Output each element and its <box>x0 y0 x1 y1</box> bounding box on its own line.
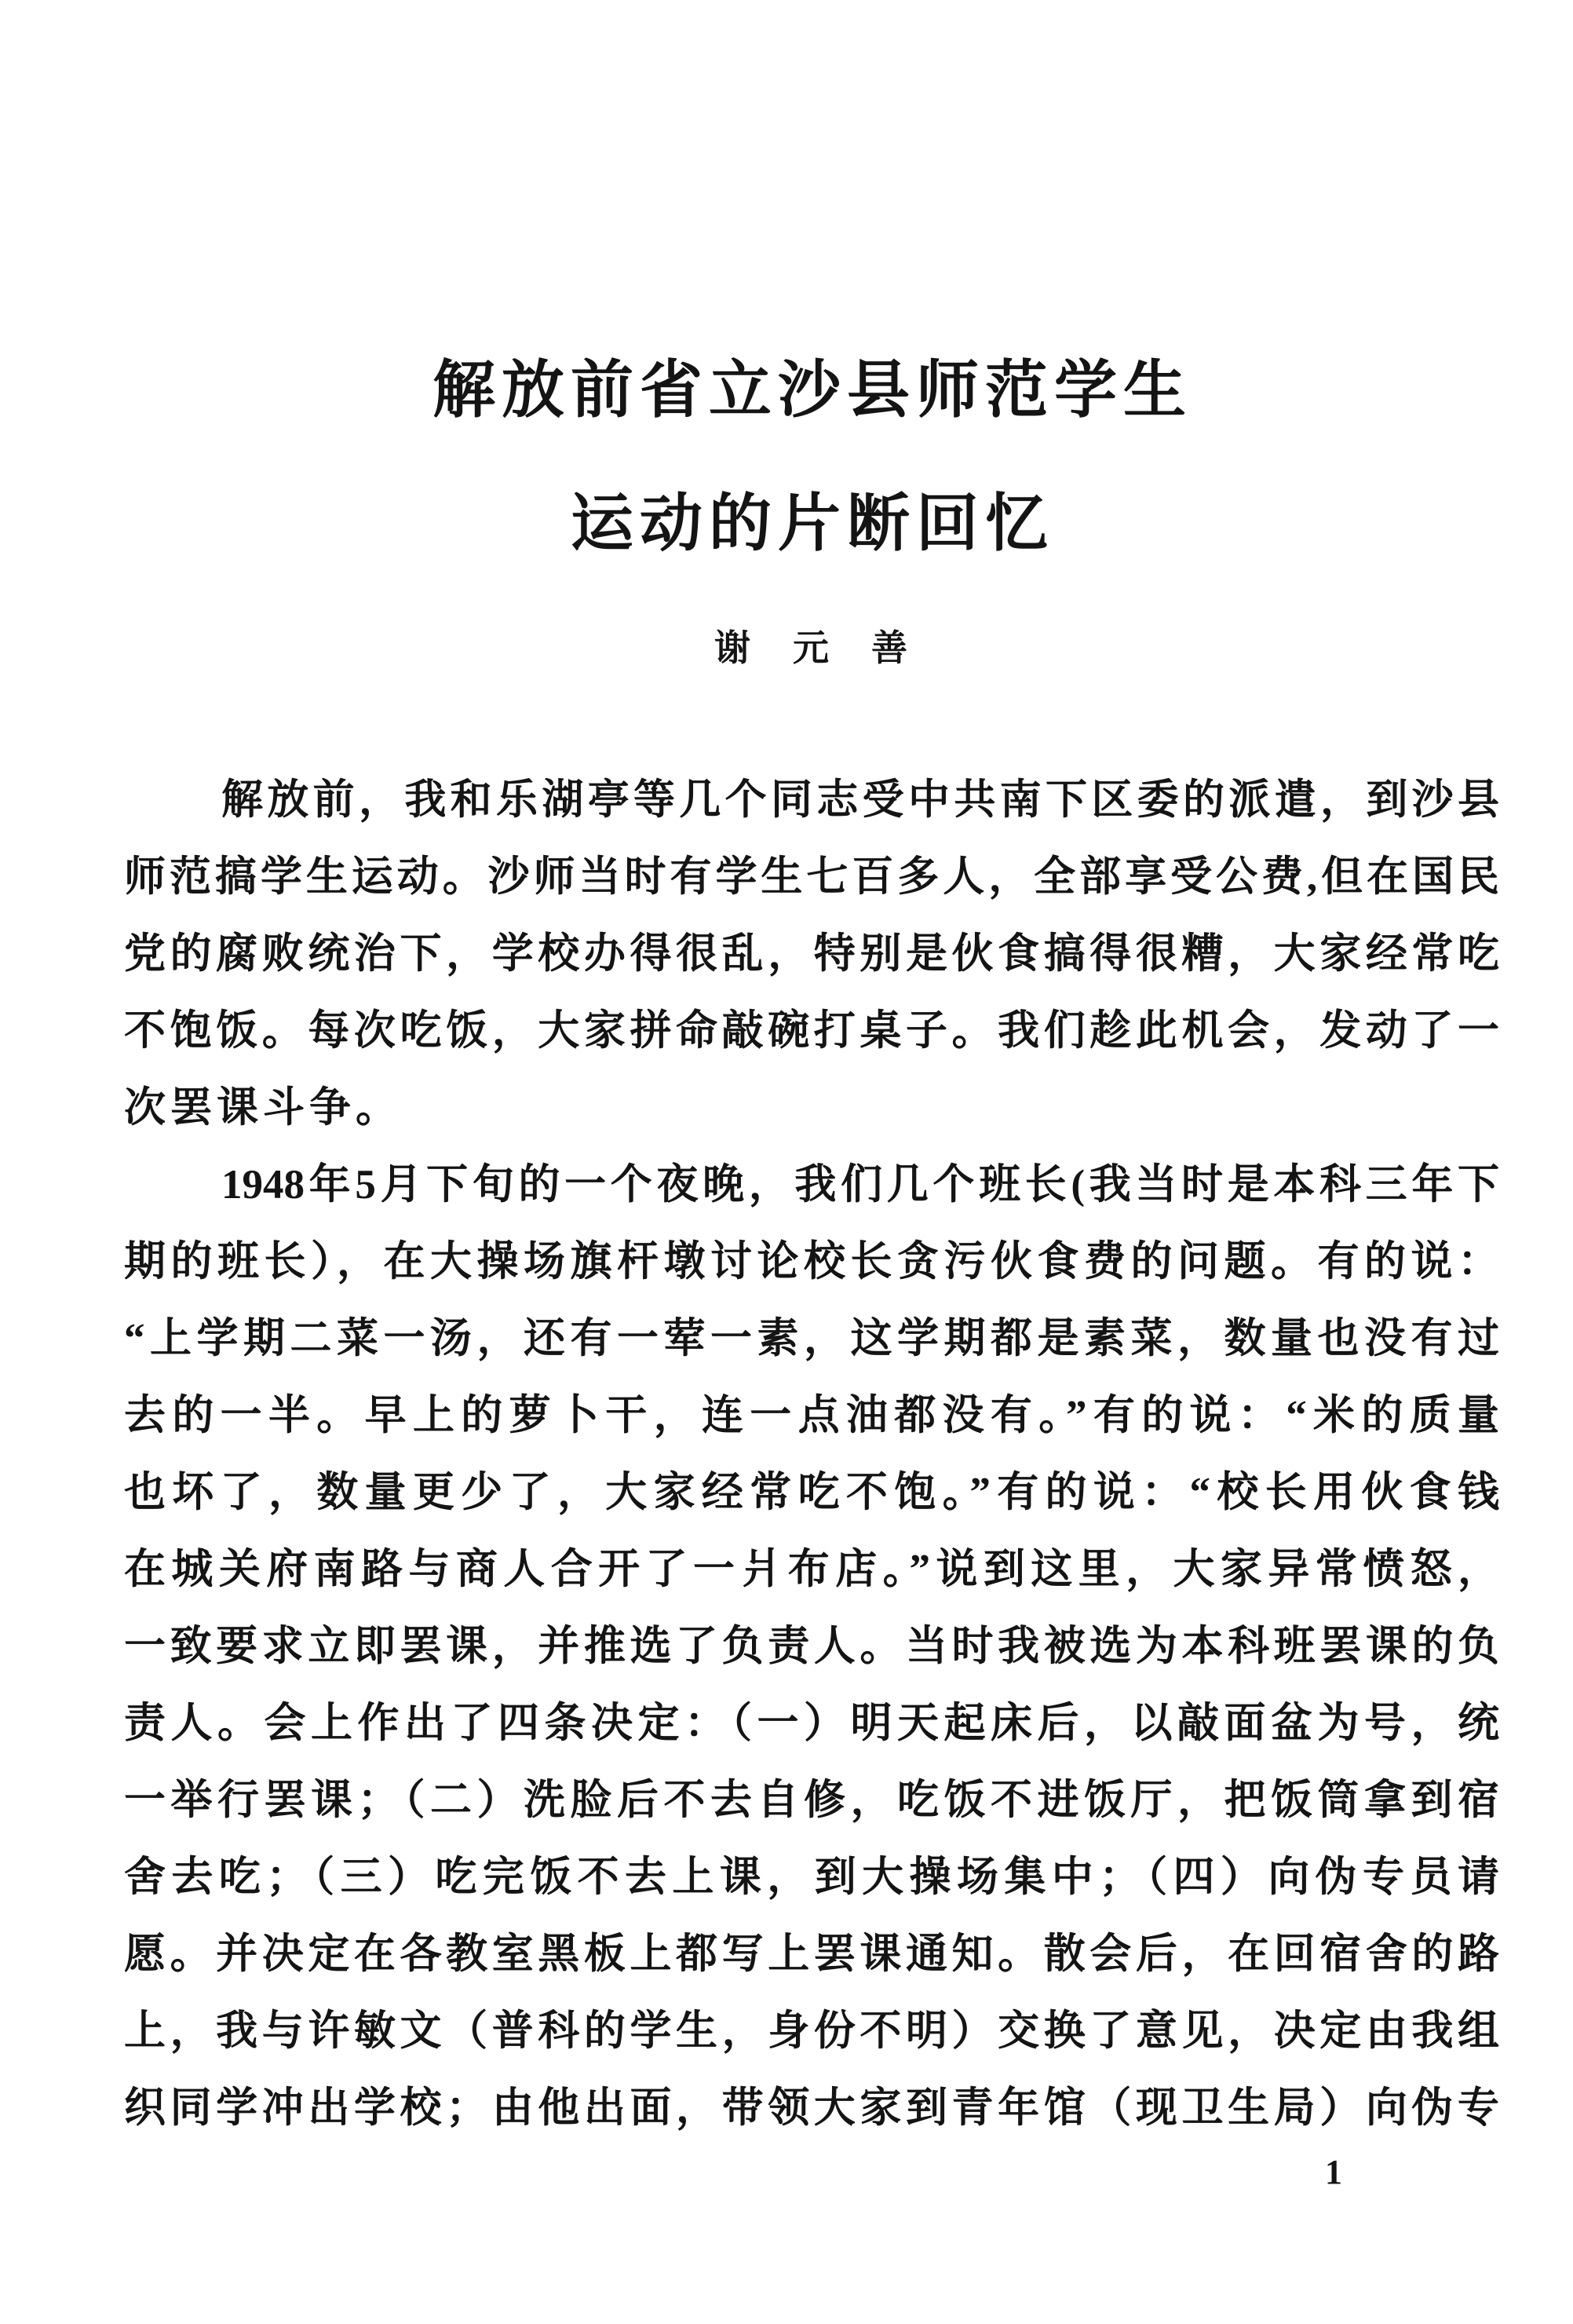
body-line: 上，我与许敏文（普科的学生，身份不明）交换了意见，决定由我组 <box>124 2008 1499 2054</box>
body-line: “上学期二菜一汤，还有一荤一素，这学期都是素菜，数量也没有过 <box>124 1316 1499 1361</box>
body-line: 责人。会上作出了四条决定：（一）明天起床后，以敲面盆为号，统 <box>124 1701 1499 1746</box>
page-number: 1 <box>1325 2153 1342 2191</box>
body-line: 期的班长），在大操场旗杆墩讨论校长贪污伙食费的问题。有的说： <box>124 1239 1499 1284</box>
body-line: 1948年5月下旬的一个夜晚，我们几个班长(我当时是本科三年下 <box>221 1162 1499 1208</box>
body-line: 不饱饭。每次吃饭，大家拼命敲碗打桌子。我们趁此机会，发动了一 <box>124 1008 1499 1054</box>
body-line: 舍去吃；（三）吃完饭不去上课，到大操场集中；（四）向伪专员请 <box>124 1854 1499 1900</box>
author-name: 谢 元 善 <box>714 628 911 668</box>
body-line: 织同学冲出学校；由他出面，带领大家到青年馆（现卫生局）向伪专 <box>124 2085 1499 2131</box>
body-line: 在城关府南路与商人合开了一爿布店。”说到这里，大家异常愤怒， <box>124 1547 1499 1592</box>
body-line: 一举行罢课；（二）洗脸后不去自修，吃饭不进饭厅，把饭筒拿到宿 <box>124 1778 1499 1823</box>
body-line: 解放前，我和乐湖亭等几个同志受中共南下区委的派遣，到沙县 <box>221 777 1499 823</box>
body-line: 次罢课斗争。 <box>124 1085 402 1131</box>
body-line: 师范搞学生运动。沙师当时有学生七百多人，全部享受公费,但在国民 <box>124 854 1499 900</box>
document-title-line-1: 解放前省立沙县师范学生 <box>432 356 1192 426</box>
body-line: 愿。并决定在各教室黑板上都写上罢课通知。散会后，在回宿舍的路 <box>124 1931 1499 1977</box>
body-line: 去的一半。早上的萝卜干，连一点油都没有。”有的说：“米的质量 <box>124 1393 1499 1438</box>
document-body <box>124 762 1499 2147</box>
body-line: 党的腐败统治下，学校办得很乱，特别是伙食搞得很糟，大家经常吃 <box>124 931 1499 977</box>
body-line: 也坏了，数量更少了，大家经常吃不饱。”有的说：“校长用伙食钱 <box>124 1470 1499 1515</box>
document-title-line-2: 运动的片断回忆 <box>571 490 1054 559</box>
body-line: 一致要求立即罢课，并推选了负责人。当时我被选为本科班罢课的负 <box>124 1624 1499 1669</box>
